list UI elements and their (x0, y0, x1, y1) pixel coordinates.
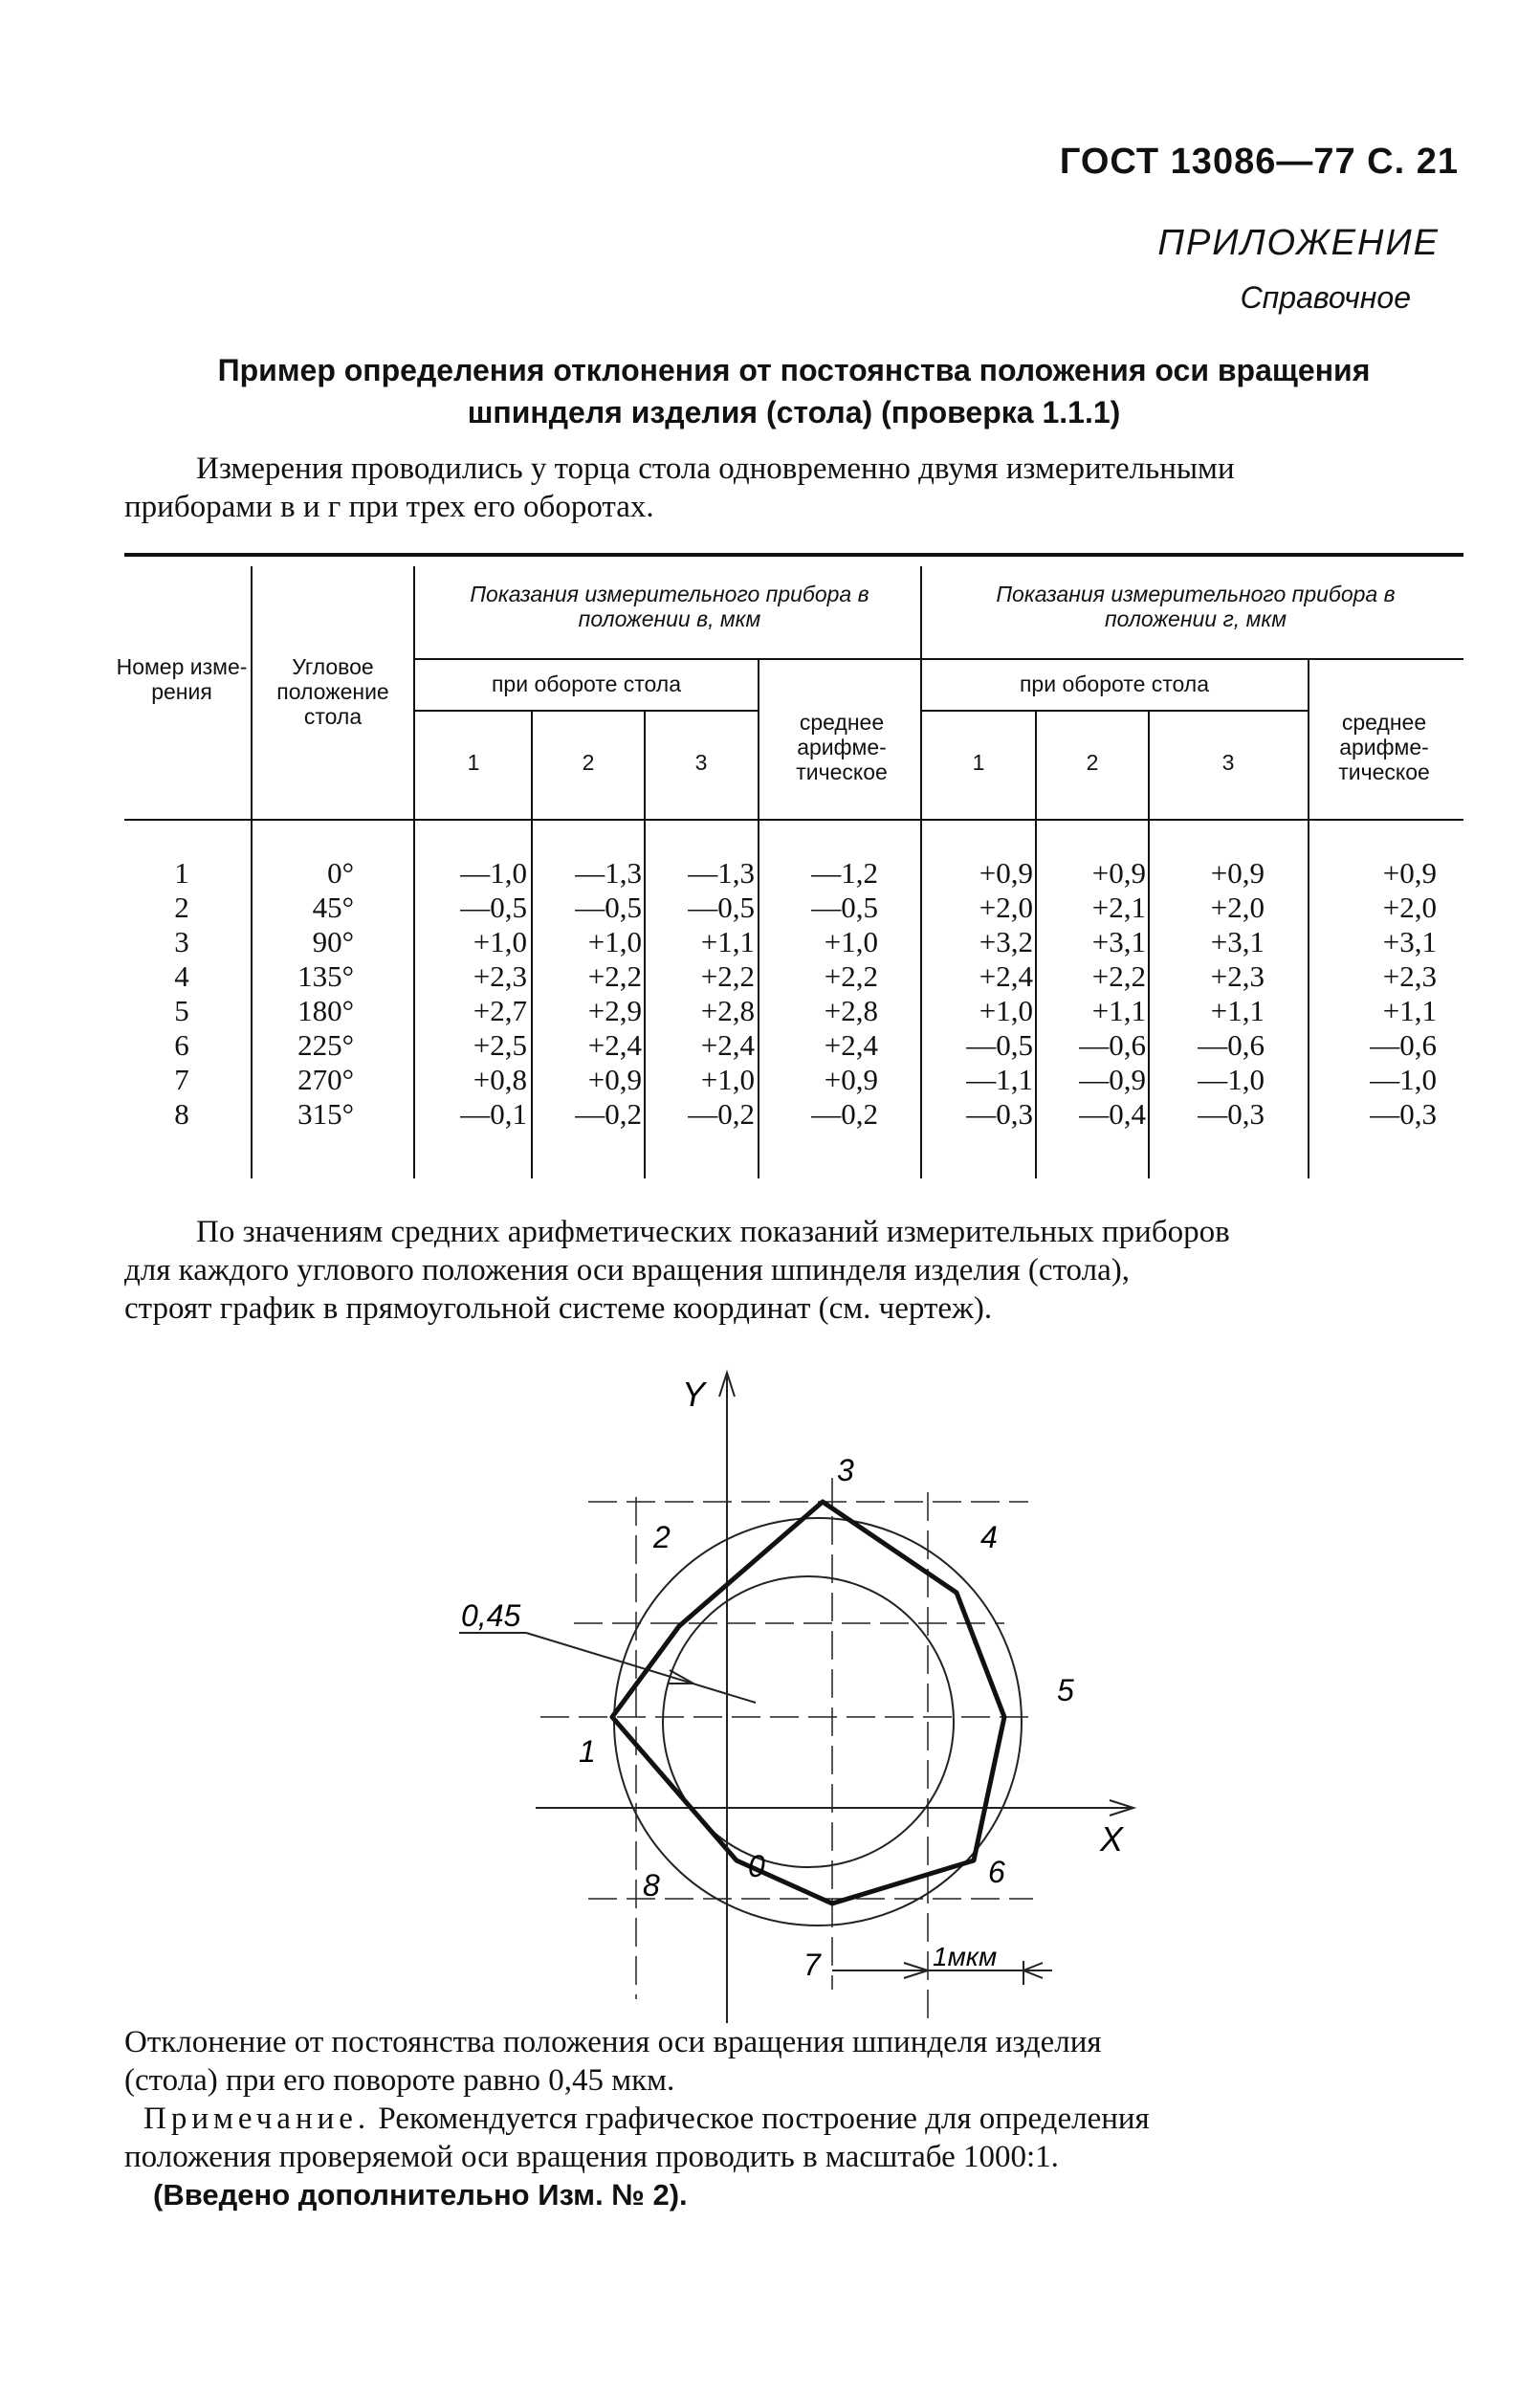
table-cell: +2,4 (587, 1028, 642, 1062)
table-cell: +1,0 (587, 925, 642, 958)
deviation-label: 0,45 (461, 1598, 521, 1633)
table-cell: 315° (297, 1097, 354, 1131)
v-mean-header: среднее арифме- тическое (796, 710, 888, 784)
table-cell: 3 (174, 925, 189, 958)
table-cell: +1,0 (473, 925, 527, 958)
table-cell: +2,7 (473, 994, 527, 1027)
point-label-5: 5 (1057, 1673, 1074, 1707)
standard-header: ГОСТ 13086—77 С. 21 (1059, 142, 1459, 182)
appendix-label: ПРИЛОЖЕНИЕ (1157, 223, 1440, 263)
col-angle-header: Угловое положение стола (276, 654, 389, 729)
table-cell: +0,9 (587, 1063, 642, 1096)
table-cell: +2,2 (824, 959, 878, 993)
method-line-3: строят график в прямоугольной системе координат (см. чертеж). (124, 1291, 993, 1326)
table-cell: —0,5 (688, 891, 755, 924)
table-cell: +0,9 (1210, 856, 1265, 890)
table-cell: 6 (174, 1028, 189, 1062)
g-turn-header: при обороте стола (1019, 671, 1210, 696)
intro-line-1-text: Измерения проводились у торца стола одновременно двумя измерительными (196, 451, 1235, 486)
col-number-header: Номер изме- рения (116, 654, 248, 704)
note-line-1-text: Рекомендуется графическое построение для определения (378, 2102, 1150, 2136)
appendix-type: Справочное (1240, 280, 1411, 315)
g-turn-1: 1 (972, 750, 985, 775)
title-line-2: шпинделя изделия (стола) (проверка 1.1.1) (467, 395, 1121, 429)
g-mean-header: среднее арифме- тическое (1338, 710, 1430, 784)
x-axis-label: X (1100, 1819, 1124, 1859)
scale-label: 1мкм (933, 1942, 998, 1971)
intro-line-2: приборами в и г при трех его оборотах. (124, 490, 654, 524)
method-line-1-text: По значениям средних арифметических показаний измерительных приборов (196, 1215, 1230, 1249)
point-label-8: 8 (643, 1868, 660, 1903)
v-turn-1: 1 (467, 750, 480, 775)
table-cell: +0,8 (473, 1063, 527, 1096)
table-cell: +3,1 (1210, 925, 1265, 958)
table-cell: 180° (297, 994, 354, 1027)
table-cell: —0,2 (575, 1097, 642, 1131)
table-cell: —0,3 (1370, 1097, 1437, 1131)
table-cell: +2,0 (1382, 891, 1437, 924)
table-cell: 1 (174, 856, 189, 890)
table-cell: —1,0 (1198, 1063, 1265, 1096)
table-cell: —0,5 (575, 891, 642, 924)
method-line-2: для каждого углового положения оси вращения шпинделя изделия (стола), (124, 1253, 1130, 1288)
table-cell: +2,3 (1382, 959, 1437, 993)
result-line-2: (стола) при его повороте равно 0,45 мкм. (124, 2063, 675, 2098)
table-cell: 135° (297, 959, 354, 993)
table-cell: —0,6 (1079, 1028, 1146, 1062)
note-line-2: положения проверяемой оси вращения проводить в масштабе 1000:1. (124, 2140, 1059, 2174)
table-cell: 225° (297, 1028, 354, 1062)
table-cell: +2,0 (979, 891, 1033, 924)
table-cell: +2,8 (700, 994, 755, 1027)
g-turn-3: 3 (1221, 750, 1235, 775)
table-cell: —1,3 (575, 856, 642, 890)
table-cell: —1,0 (460, 856, 527, 890)
table-cell: —0,2 (811, 1097, 878, 1131)
amendment-text: (Введено дополнительно Изм. № 2). (153, 2178, 688, 2212)
table-cell: —1,3 (688, 856, 755, 890)
g-turn-2: 2 (1086, 750, 1099, 775)
table-cell: +1,1 (1091, 994, 1146, 1027)
table-cell: +2,3 (473, 959, 527, 993)
amendment-paragraph (124, 2176, 1463, 2214)
table-cell: —1,1 (966, 1063, 1033, 1096)
table-cell: —0,2 (688, 1097, 755, 1131)
title-line-1: Пример определения отклонения от постоянства положения оси вращения (217, 353, 1371, 387)
table-cell: +2,4 (979, 959, 1033, 993)
table-cell: 8 (174, 1097, 189, 1131)
table-cell: +2,2 (700, 959, 755, 993)
table-cell: +2,2 (587, 959, 642, 993)
result-line-1: Отклонение от постоянства положения оси вращения шпинделя изделия (124, 2025, 1102, 2059)
v-turn-header: при обороте стола (491, 671, 682, 696)
table-cell: —0,3 (1198, 1097, 1265, 1131)
table-cell: 0° (327, 856, 354, 890)
result-paragraph (124, 2023, 1463, 2100)
table-cell: —0,4 (1079, 1097, 1146, 1131)
point-label-0: 0 (748, 1849, 765, 1883)
v-turn-2: 2 (582, 750, 595, 775)
table-cell: +2,1 (1091, 891, 1146, 924)
table-cell: —0,1 (460, 1097, 527, 1131)
table-cell: +1,0 (824, 925, 878, 958)
table-cell: +2,9 (587, 994, 642, 1027)
point-label-1: 1 (579, 1734, 596, 1769)
table-cell: +2,0 (1210, 891, 1265, 924)
note-paragraph (124, 2100, 1463, 2176)
table-cell: +0,9 (979, 856, 1033, 890)
table-cell: —0,6 (1370, 1028, 1437, 1062)
table-cell: —0,3 (966, 1097, 1033, 1131)
group-v-header: Показания измерительного прибора в положении в, мкм (470, 582, 869, 631)
table-cell: 7 (174, 1063, 189, 1096)
table-cell: +2,4 (700, 1028, 755, 1062)
table-cell: +1,0 (979, 994, 1033, 1027)
table-cell: +3,1 (1382, 925, 1437, 958)
point-label-6: 6 (988, 1855, 1005, 1889)
table-cell: +2,3 (1210, 959, 1265, 993)
table-cell: —1,0 (1370, 1063, 1437, 1096)
table-cell: +3,1 (1091, 925, 1146, 958)
point-label-3: 3 (837, 1453, 854, 1487)
table-cell: —0,5 (811, 891, 878, 924)
table-cell: +1,1 (1382, 994, 1437, 1027)
point-label-7: 7 (803, 1948, 821, 1982)
table-cell: 4 (174, 959, 189, 993)
table-cell: +1,0 (700, 1063, 755, 1096)
table-cell: —1,2 (811, 856, 878, 890)
table-cell: +0,9 (824, 1063, 878, 1096)
table-cell: +3,2 (979, 925, 1033, 958)
point-label-4: 4 (980, 1520, 998, 1554)
table-cell: +0,9 (1091, 856, 1146, 890)
table-cell: +1,1 (1210, 994, 1265, 1027)
table-cell: —0,6 (1198, 1028, 1265, 1062)
y-axis-label: Y (682, 1375, 706, 1414)
table-cell: 5 (174, 994, 189, 1027)
group-g-header: Показания измерительного прибора в положении г, мкм (996, 582, 1396, 631)
table-cell: 2 (174, 891, 189, 924)
table-cell: +2,4 (824, 1028, 878, 1062)
table-cell: 270° (297, 1063, 354, 1096)
table-cell: +1,1 (700, 925, 755, 958)
v-turn-3: 3 (694, 750, 708, 775)
table-cell: —0,5 (966, 1028, 1033, 1062)
note-label: Примечание. (143, 2102, 371, 2136)
table-cell: 90° (312, 925, 354, 958)
table-cell: 45° (312, 891, 354, 924)
table-cell: —0,5 (460, 891, 527, 924)
table-cell: +2,2 (1091, 959, 1146, 993)
table-cell: —0,9 (1079, 1063, 1146, 1096)
amendment-line (124, 2176, 1463, 2214)
table-cell: +0,9 (1382, 856, 1437, 890)
table-cell: +2,5 (473, 1028, 527, 1062)
note-line-1 (124, 2100, 1463, 2138)
point-label-2: 2 (653, 1520, 671, 1554)
leader-line (526, 1633, 756, 1703)
table-cell: +2,8 (824, 994, 878, 1027)
